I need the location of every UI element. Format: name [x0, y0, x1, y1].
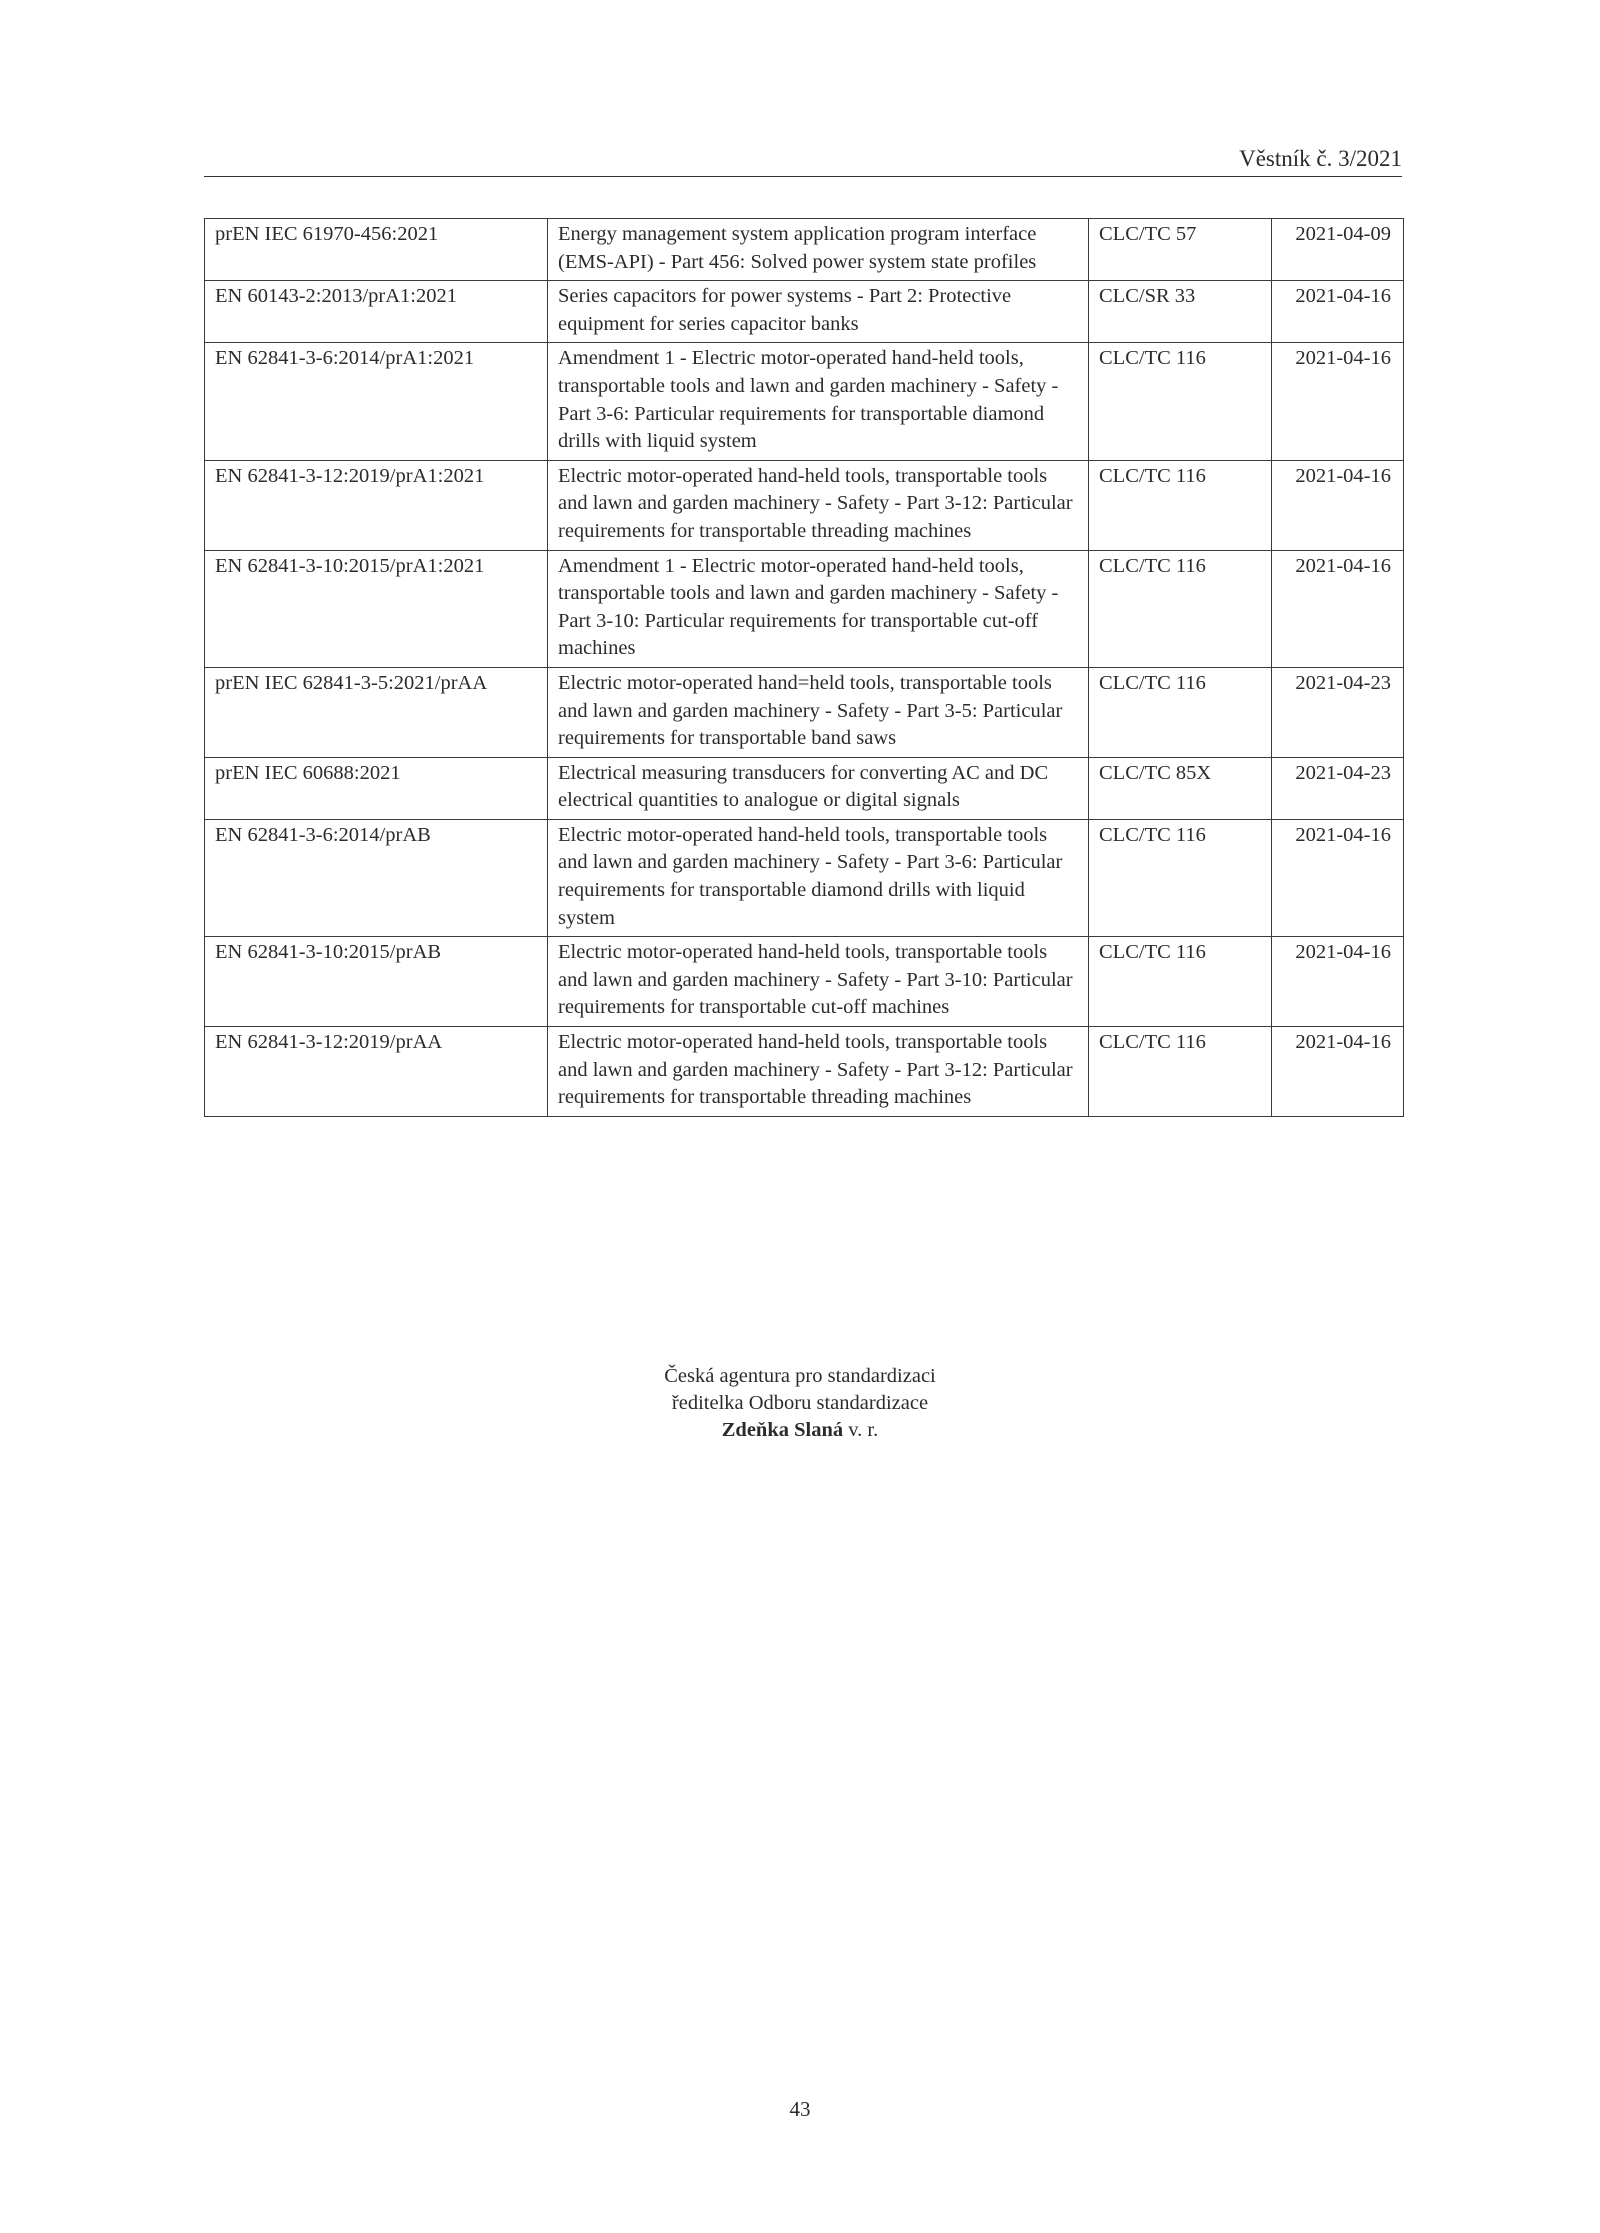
deadline-date: 2021-04-09 — [1272, 219, 1404, 281]
journal-issue: Věstník č. 3/2021 — [1239, 146, 1402, 171]
technical-committee: CLC/TC 85X — [1089, 757, 1272, 819]
deadline-date: 2021-04-16 — [1272, 281, 1404, 343]
technical-committee: CLC/TC 116 — [1089, 550, 1272, 667]
table-row — [205, 281, 1404, 343]
table-row — [205, 460, 1404, 550]
page-header — [204, 146, 1402, 177]
standard-title: Series capacitors for power systems - Part 2: Protective equipment for series capacitor banks — [548, 281, 1089, 343]
technical-committee: CLC/TC 116 — [1089, 667, 1272, 757]
deadline-date: 2021-04-16 — [1272, 937, 1404, 1027]
table-row — [205, 1027, 1404, 1117]
deadline-date: 2021-04-16 — [1272, 343, 1404, 460]
table-row — [205, 219, 1404, 281]
technical-committee: CLC/TC 116 — [1089, 460, 1272, 550]
signature-block — [500, 1363, 1100, 1444]
technical-committee: CLC/TC 116 — [1089, 1027, 1272, 1117]
table-row — [205, 550, 1404, 667]
signatory-line — [500, 1417, 1100, 1444]
standard-title: Amendment 1 - Electric motor-operated hand-held tools, transportable tools and lawn and garden machinery - Safety - Part 3-10: Particular requirements for transportable cut-off machines — [548, 550, 1089, 667]
standard-code: EN 62841-3-6:2014/prA1:2021 — [205, 343, 548, 460]
standard-code: EN 62841-3-12:2019/prA1:2021 — [205, 460, 548, 550]
table-row — [205, 343, 1404, 460]
agency-name: Česká agentura pro standardizaci — [664, 1365, 936, 1387]
technical-committee: CLC/SR 33 — [1089, 281, 1272, 343]
standard-code: EN 62841-3-10:2015/prAB — [205, 937, 548, 1027]
signatory-name: Zdeňka Slaná — [721, 1419, 844, 1441]
standard-title: Amendment 1 - Electric motor-operated hand-held tools, transportable tools and lawn and garden machinery - Safety - Part 3-6: Particular requirements for transportable diamond drills with liquid system — [548, 343, 1089, 460]
table-row — [205, 937, 1404, 1027]
signature-suffix: v. r. — [843, 1419, 879, 1441]
table-row — [205, 667, 1404, 757]
table-row — [205, 819, 1404, 936]
deadline-date: 2021-04-23 — [1272, 757, 1404, 819]
deadline-date: 2021-04-16 — [1272, 819, 1404, 936]
deadline-date: 2021-04-16 — [1272, 1027, 1404, 1117]
deadline-date: 2021-04-16 — [1272, 550, 1404, 667]
standard-title: Electrical measuring transducers for converting AC and DC electrical quantities to analogue or digital signals — [548, 757, 1089, 819]
standards-table — [204, 218, 1404, 1117]
table-row — [205, 757, 1404, 819]
standard-title: Energy management system application program interface (EMS-API) - Part 456: Solved power system state profiles — [548, 219, 1089, 281]
standard-code: EN 62841-3-10:2015/prA1:2021 — [205, 550, 548, 667]
standard-code: EN 62841-3-6:2014/prAB — [205, 819, 548, 936]
technical-committee: CLC/TC 116 — [1089, 819, 1272, 936]
technical-committee: CLC/TC 57 — [1089, 219, 1272, 281]
standard-title: Electric motor-operated hand-held tools, transportable tools and lawn and garden machinery - Safety - Part 3-12: Particular requirements for transportable threading machines — [548, 1027, 1089, 1117]
standard-code: prEN IEC 60688:2021 — [205, 757, 548, 819]
deadline-date: 2021-04-23 — [1272, 667, 1404, 757]
deadline-date: 2021-04-16 — [1272, 460, 1404, 550]
signatory-role: ředitelka Odboru standardizace — [671, 1392, 929, 1414]
standard-code: EN 62841-3-12:2019/prAA — [205, 1027, 548, 1117]
standard-title: Electric motor-operated hand=held tools, transportable tools and lawn and garden machinery - Safety - Part 3-5: Particular requirements for transportable band saws — [548, 667, 1089, 757]
standard-code: prEN IEC 61970-456:2021 — [205, 219, 548, 281]
page-number: 43 — [789, 2097, 811, 2121]
standard-code: prEN IEC 62841-3-5:2021/prAA — [205, 667, 548, 757]
technical-committee: CLC/TC 116 — [1089, 937, 1272, 1027]
standard-title: Electric motor-operated hand-held tools, transportable tools and lawn and garden machinery - Safety - Part 3-10: Particular requirements for transportable cut-off machines — [548, 937, 1089, 1027]
standard-title: Electric motor-operated hand-held tools, transportable tools and lawn and garden machinery - Safety - Part 3-12: Particular requirements for transportable threading machines — [548, 460, 1089, 550]
standard-title: Electric motor-operated hand-held tools, transportable tools and lawn and garden machinery - Safety - Part 3-6: Particular requirements for transportable diamond drills with liquid system — [548, 819, 1089, 936]
technical-committee: CLC/TC 116 — [1089, 343, 1272, 460]
standard-code: EN 60143-2:2013/prA1:2021 — [205, 281, 548, 343]
